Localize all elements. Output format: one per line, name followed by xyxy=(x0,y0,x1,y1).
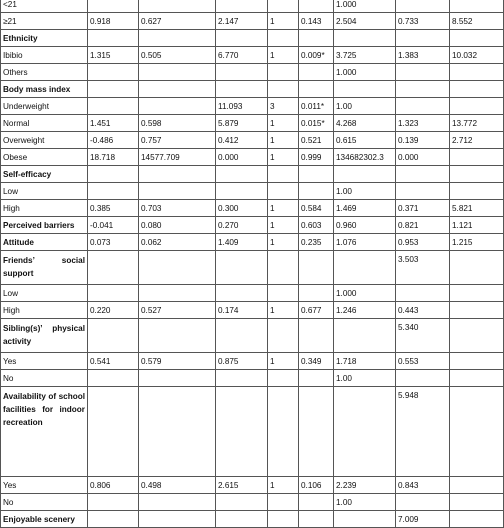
table-cell: 0.960 xyxy=(334,217,396,234)
table-row xyxy=(1,387,504,477)
table-cell: 14577.709 xyxy=(139,149,216,166)
row-label: No xyxy=(1,370,88,387)
table-cell: 1.469 xyxy=(334,200,396,217)
table-cell: 1 xyxy=(268,234,299,251)
table-cell: 1 xyxy=(268,115,299,132)
row-label: Body mass index xyxy=(1,81,88,98)
table-cell xyxy=(88,251,139,285)
row-label: Availability of school facilities for indoor recreation xyxy=(1,387,88,477)
table-cell xyxy=(396,166,450,183)
table-cell: 1.00 xyxy=(334,183,396,200)
table-cell xyxy=(216,511,268,528)
row-label: Yes xyxy=(1,353,88,370)
table-cell xyxy=(268,0,299,13)
row-label: Attitude xyxy=(1,234,88,251)
table-cell xyxy=(450,387,504,477)
table-cell: 1.323 xyxy=(396,115,450,132)
table-cell xyxy=(450,64,504,81)
table-cell: 1.718 xyxy=(334,353,396,370)
table-cell xyxy=(139,387,216,477)
table-cell: 0.918 xyxy=(88,13,139,30)
table-cell xyxy=(88,30,139,47)
table-cell: 1 xyxy=(268,149,299,166)
table-cell: 1.121 xyxy=(450,217,504,234)
table-cell: 0.000 xyxy=(396,149,450,166)
table-cell: 1.215 xyxy=(450,234,504,251)
row-label: Others xyxy=(1,64,88,81)
table-cell xyxy=(396,30,450,47)
table-cell: 5.879 xyxy=(216,115,268,132)
table-cell: 2.239 xyxy=(334,477,396,494)
table-cell xyxy=(216,319,268,353)
table-row xyxy=(1,353,504,370)
table-cell xyxy=(299,64,334,81)
table-row xyxy=(1,13,504,30)
table-cell xyxy=(450,30,504,47)
row-label: Friends’ social support xyxy=(1,251,88,285)
table-cell xyxy=(396,98,450,115)
table-cell xyxy=(334,319,396,353)
table-row xyxy=(1,132,504,149)
table-cell: 0.953 xyxy=(396,234,450,251)
table-cell xyxy=(396,64,450,81)
table-cell xyxy=(299,494,334,511)
table-cell: 0.011* xyxy=(299,98,334,115)
table-row xyxy=(1,149,504,166)
table-cell: 0.505 xyxy=(139,47,216,64)
table-cell: 11.093 xyxy=(216,98,268,115)
table-cell xyxy=(216,64,268,81)
row-label: Sibling(s)’ physical activity xyxy=(1,319,88,353)
table-cell xyxy=(268,370,299,387)
table-row xyxy=(1,64,504,81)
table-cell: 0.139 xyxy=(396,132,450,149)
table-cell xyxy=(450,353,504,370)
table-cell: 0.498 xyxy=(139,477,216,494)
table-row xyxy=(1,370,504,387)
table-cell: 0.615 xyxy=(334,132,396,149)
table-cell: 0.073 xyxy=(88,234,139,251)
table-cell: 0.806 xyxy=(88,477,139,494)
table-cell: 1 xyxy=(268,217,299,234)
row-label: ≥21 xyxy=(1,13,88,30)
table-cell: 0.733 xyxy=(396,13,450,30)
table-cell: 0.000 xyxy=(216,149,268,166)
table-cell xyxy=(88,370,139,387)
table-row xyxy=(1,183,504,200)
table-cell xyxy=(216,30,268,47)
table-row xyxy=(1,81,504,98)
table-cell xyxy=(450,0,504,13)
table-cell: 0.443 xyxy=(396,302,450,319)
row-label: Self-efficacy xyxy=(1,166,88,183)
table-cell xyxy=(139,166,216,183)
table-row xyxy=(1,30,504,47)
table-cell xyxy=(450,81,504,98)
table-cell xyxy=(268,494,299,511)
table-cell xyxy=(396,494,450,511)
table-row xyxy=(1,47,504,64)
table-cell xyxy=(268,81,299,98)
table-cell xyxy=(334,30,396,47)
table-cell: 0.009* xyxy=(299,47,334,64)
table-cell: 10.032 xyxy=(450,47,504,64)
table-cell xyxy=(268,511,299,528)
table-cell: 8.552 xyxy=(450,13,504,30)
table-cell: 3.503 xyxy=(396,251,450,285)
table-cell: 1.00 xyxy=(334,370,396,387)
table-cell: 2.712 xyxy=(450,132,504,149)
table-cell: 0.584 xyxy=(299,200,334,217)
table-cell: 0.553 xyxy=(396,353,450,370)
row-label: <21 xyxy=(1,0,88,13)
table-cell: 0.349 xyxy=(299,353,334,370)
table-cell: 1.000 xyxy=(334,0,396,13)
table-cell xyxy=(88,64,139,81)
table-cell xyxy=(139,64,216,81)
table-cell xyxy=(216,285,268,302)
table-cell: 6.770 xyxy=(216,47,268,64)
table-cell xyxy=(88,285,139,302)
table-cell xyxy=(396,370,450,387)
table-cell xyxy=(88,387,139,477)
table-cell: 0.015* xyxy=(299,115,334,132)
table-cell xyxy=(88,166,139,183)
table-cell xyxy=(299,0,334,13)
row-label: Enjoyable scenery xyxy=(1,511,88,528)
table-cell xyxy=(139,494,216,511)
table-cell xyxy=(450,166,504,183)
table-cell xyxy=(450,98,504,115)
table-cell: 18.718 xyxy=(88,149,139,166)
table-cell: 1 xyxy=(268,353,299,370)
table-cell xyxy=(139,98,216,115)
table-cell xyxy=(139,30,216,47)
table-cell xyxy=(450,511,504,528)
table-cell xyxy=(216,183,268,200)
table-cell: -0.041 xyxy=(88,217,139,234)
table-row xyxy=(1,217,504,234)
table-cell: 134682302.3 xyxy=(334,149,396,166)
table-cell xyxy=(139,81,216,98)
table-cell xyxy=(299,511,334,528)
table-cell xyxy=(139,285,216,302)
table-cell xyxy=(450,494,504,511)
table-cell xyxy=(268,30,299,47)
table-cell: 1 xyxy=(268,302,299,319)
row-label: Perceived barriers xyxy=(1,217,88,234)
table-cell xyxy=(268,319,299,353)
table-cell: 0.385 xyxy=(88,200,139,217)
table-cell: 1 xyxy=(268,200,299,217)
table-cell: 0.235 xyxy=(299,234,334,251)
table-cell: 1.383 xyxy=(396,47,450,64)
table-cell: 0.603 xyxy=(299,217,334,234)
table-cell: 1.00 xyxy=(334,494,396,511)
table-cell: 0.143 xyxy=(299,13,334,30)
table-cell: 5.948 xyxy=(396,387,450,477)
row-label: High xyxy=(1,200,88,217)
table-cell xyxy=(216,0,268,13)
table-cell xyxy=(334,251,396,285)
table-cell: 0.521 xyxy=(299,132,334,149)
table-cell: 1 xyxy=(268,13,299,30)
table-cell xyxy=(268,166,299,183)
table-row xyxy=(1,285,504,302)
table-cell: 1.409 xyxy=(216,234,268,251)
table-cell: 2.615 xyxy=(216,477,268,494)
table-cell xyxy=(139,183,216,200)
table-cell: 1 xyxy=(268,477,299,494)
table-cell xyxy=(334,166,396,183)
table-cell xyxy=(88,319,139,353)
table-cell: 0.174 xyxy=(216,302,268,319)
table-cell xyxy=(216,81,268,98)
table-cell xyxy=(139,511,216,528)
table-cell: 0.598 xyxy=(139,115,216,132)
table-cell xyxy=(450,319,504,353)
table-cell xyxy=(396,81,450,98)
table-cell: 3 xyxy=(268,98,299,115)
table-cell xyxy=(88,183,139,200)
table-cell xyxy=(396,183,450,200)
table-cell: 0.703 xyxy=(139,200,216,217)
row-label: High xyxy=(1,302,88,319)
table-cell: 0.220 xyxy=(88,302,139,319)
table-cell: 0.300 xyxy=(216,200,268,217)
table-cell: 0.757 xyxy=(139,132,216,149)
table-cell: 1.246 xyxy=(334,302,396,319)
table-cell: 2.504 xyxy=(334,13,396,30)
table-cell: 1.315 xyxy=(88,47,139,64)
table-cell xyxy=(450,183,504,200)
table-cell: 5.340 xyxy=(396,319,450,353)
table-cell: 0.541 xyxy=(88,353,139,370)
table-cell xyxy=(299,81,334,98)
table-cell xyxy=(450,285,504,302)
table-cell xyxy=(299,166,334,183)
row-label: Ibibio xyxy=(1,47,88,64)
table-cell: 1.000 xyxy=(334,285,396,302)
table-cell: 1.451 xyxy=(88,115,139,132)
table-row xyxy=(1,98,504,115)
table-cell xyxy=(139,251,216,285)
table-cell xyxy=(139,0,216,13)
table-cell xyxy=(216,494,268,511)
table-cell: 0.677 xyxy=(299,302,334,319)
table-cell: 0.843 xyxy=(396,477,450,494)
table-cell xyxy=(450,302,504,319)
table-cell: 1.00 xyxy=(334,98,396,115)
table-cell: 1.000 xyxy=(334,64,396,81)
row-label: Low xyxy=(1,183,88,200)
table-cell: 0.527 xyxy=(139,302,216,319)
table-cell: 4.268 xyxy=(334,115,396,132)
table-cell: 3.725 xyxy=(334,47,396,64)
table-cell xyxy=(299,251,334,285)
table-cell: 0.999 xyxy=(299,149,334,166)
table-cell: 1 xyxy=(268,47,299,64)
table-row xyxy=(1,115,504,132)
table-row xyxy=(1,494,504,511)
table-cell: 0.875 xyxy=(216,353,268,370)
table-cell xyxy=(216,387,268,477)
table-cell: 0.627 xyxy=(139,13,216,30)
table-cell xyxy=(334,81,396,98)
table-cell xyxy=(334,387,396,477)
table-cell: -0.486 xyxy=(88,132,139,149)
table-cell: 0.080 xyxy=(139,217,216,234)
table-cell xyxy=(299,319,334,353)
table-cell xyxy=(299,387,334,477)
table-cell xyxy=(396,0,450,13)
table-cell: 0.270 xyxy=(216,217,268,234)
row-label: Yes xyxy=(1,477,88,494)
table-cell: 7.009 xyxy=(396,511,450,528)
table-cell xyxy=(88,0,139,13)
table-cell xyxy=(88,494,139,511)
table-cell xyxy=(450,149,504,166)
table-cell xyxy=(299,30,334,47)
table-cell xyxy=(216,370,268,387)
table-row xyxy=(1,200,504,217)
table-cell xyxy=(139,370,216,387)
table-cell xyxy=(299,183,334,200)
table-cell xyxy=(88,511,139,528)
table-cell: 1 xyxy=(268,132,299,149)
row-label: No xyxy=(1,494,88,511)
table-cell xyxy=(299,285,334,302)
table-cell: 2.147 xyxy=(216,13,268,30)
table-cell: 1.076 xyxy=(334,234,396,251)
table-cell xyxy=(139,319,216,353)
table-cell xyxy=(450,370,504,387)
table-cell xyxy=(216,166,268,183)
table-row xyxy=(1,166,504,183)
table-cell xyxy=(268,285,299,302)
table-cell xyxy=(268,64,299,81)
row-label: Low xyxy=(1,285,88,302)
table-cell: 13.772 xyxy=(450,115,504,132)
row-label: Obese xyxy=(1,149,88,166)
table-body xyxy=(1,0,504,528)
table-cell xyxy=(268,183,299,200)
table-cell xyxy=(396,285,450,302)
table-cell: 0.062 xyxy=(139,234,216,251)
table-row xyxy=(1,0,504,13)
row-label: Ethnicity xyxy=(1,30,88,47)
table-cell xyxy=(88,98,139,115)
table-cell: 0.106 xyxy=(299,477,334,494)
row-label: Normal xyxy=(1,115,88,132)
table-cell xyxy=(216,251,268,285)
table-cell: 5.821 xyxy=(450,200,504,217)
table-row xyxy=(1,234,504,251)
table-cell xyxy=(268,387,299,477)
table-cell: 0.412 xyxy=(216,132,268,149)
table-row xyxy=(1,319,504,353)
table-cell xyxy=(88,81,139,98)
table-cell xyxy=(268,251,299,285)
table-row xyxy=(1,251,504,285)
table-row xyxy=(1,302,504,319)
table-row xyxy=(1,511,504,528)
table-row xyxy=(1,477,504,494)
table-cell: 0.579 xyxy=(139,353,216,370)
table-cell xyxy=(334,511,396,528)
row-label: Underweight xyxy=(1,98,88,115)
table-cell xyxy=(450,477,504,494)
row-label: Overweight xyxy=(1,132,88,149)
table-cell xyxy=(450,251,504,285)
table-cell: 0.371 xyxy=(396,200,450,217)
table-cell xyxy=(299,370,334,387)
table-cell: 0.821 xyxy=(396,217,450,234)
